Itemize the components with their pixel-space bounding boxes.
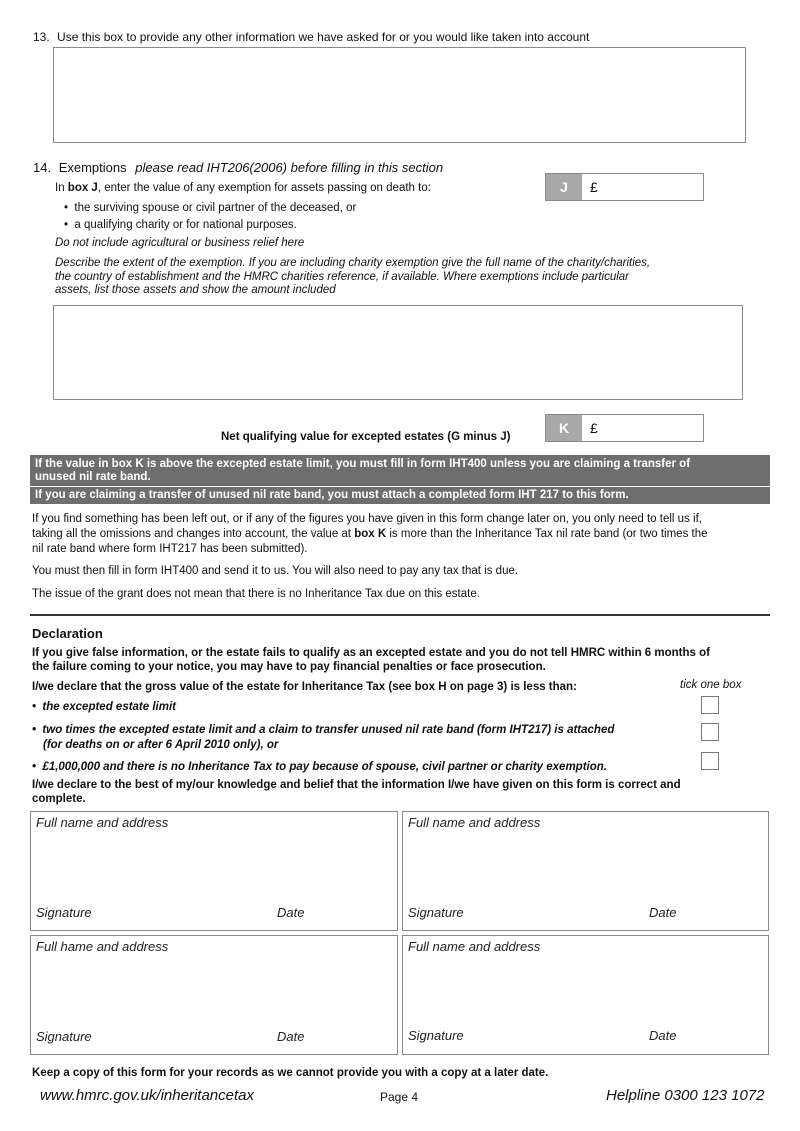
q14-bullet-2-text: a qualifying charity or for national purposes. [74,219,297,231]
signatory-3-date-label: Date [277,1029,305,1044]
signatory-2-date-label: Date [649,905,677,920]
signatory-4-name-label: Full name and address [408,939,541,954]
signatory-1-name-label: Full name and address [36,815,169,830]
box-k[interactable] [545,414,704,442]
box-j-currency: £ [590,179,598,195]
signatory-4-date-label: Date [649,1028,677,1043]
q14-describe-line-3: assets, list those assets and show the amount included [55,284,336,296]
q14-intro-pre: In [55,182,65,194]
info-line-2-bold: box K [354,528,387,540]
signatory-2-box[interactable] [402,811,769,931]
option-2-checkbox[interactable] [701,723,719,741]
q13-text: Use this box to provide any other information we have asked for or you would like taken into account [57,30,590,44]
signatory-1-box[interactable] [30,811,398,931]
q14-intro [55,182,431,194]
box-k-label: K [546,415,582,441]
banner-excepted-limit [30,455,770,486]
signatory-2-name-label: Full name and address [408,815,541,830]
declaration-gross-value: I/we declare that the gross value of the estate for Inheritance Tax (see box H on page 3) is less than: [32,681,577,693]
signatory-4-signature-label: Signature [408,1028,464,1043]
option-2-text-line-1: two times the excepted estate limit and a claim to transfer unused nil rate band (form IHT217) is attached [42,724,615,736]
banner-line-1a: If the value in box K is above the excepted estate limit, you must fill in form IHT400 unless you are claiming a transfer of [35,458,691,470]
signatory-4-box[interactable] [402,935,769,1055]
q14-number: 14. [33,160,52,175]
option-2: • two times the excepted estate limit and a claim to transfer unused nil rate band (form IHT217) is attached (for deaths on or after 6 April 2010 only), or [32,724,615,751]
info-line-2a: taking all the omissions and changes into account, the value at [32,528,352,540]
q14-describe-line-2: the country of establishment and the HMRC charities reference, if available. Where exemptions include particular [55,270,630,283]
declaration-belief [32,778,681,806]
banner-line-1b: unused nil rate band. [35,471,151,483]
box-k-currency: £ [590,420,598,436]
q14-intro-bold: box J [67,182,98,194]
info-line-2b: is more than the Inheritance Tax nil rate band (or two times the [389,528,708,540]
signatory-3-signature-label: Signature [36,1029,92,1044]
box-j-label: J [546,174,582,200]
q14-note: please read IHT206(2006) before filling in this section [135,160,444,175]
info-paragraph-2: You must then fill in form IHT400 and send it to us. You will also need to pay any tax that is due. [32,565,519,577]
q14-description-area[interactable] [53,305,743,400]
q14-describe-line-1: Describe the extent of the exemption. If you are including charity exemption give the full name of the charity/charities, [55,257,651,269]
option-3: • £1,000,000 and there is no Inheritance Tax to pay because of spouse, civil partner or charity exemption. [32,761,607,773]
q13-text-area[interactable] [53,47,746,143]
declaration-warning [32,646,710,674]
q13-number: 13. [33,30,50,44]
option-1-checkbox[interactable] [701,696,719,714]
section-divider [30,614,770,616]
signatory-3-box[interactable] [30,935,398,1055]
info-line-2 [32,527,772,542]
q13-heading [33,30,589,44]
q14-bullet-1: • the surviving spouse or civil partner of the deceased, or [64,202,357,214]
q14-no-relief: Do not include agricultural or business relief here [55,237,305,249]
info-paragraph-3: The issue of the grant does not mean that there is no Inheritance Tax due on this estate. [32,588,480,600]
q14-title: Exemptions [58,160,127,175]
declaration-warning-line-1: If you give false information, or the estate fails to qualify as an excepted estate and you do not tell HMRC within 6 months of [32,647,710,659]
keep-copy-note: Keep a copy of this form for your records as we cannot provide you with a copy at a later date. [32,1067,549,1079]
declaration-belief-line-2: complete. [32,793,86,805]
signatory-1-date-label: Date [277,905,305,920]
q14-bullet-1-text: the surviving spouse or civil partner of the deceased, or [74,202,357,214]
declaration-belief-line-1: I/we declare to the best of my/our knowledge and belief that the information I/we have given on this form is correct and [32,779,681,791]
banner-line-2: If you are claiming a transfer of unused nil rate band, you must attach a completed form IHT 217 to this form. [35,489,629,501]
declaration-warning-line-2: the failure coming to your notice, you may have to pay financial penalties or face prosecution. [32,661,546,673]
q14-bullet-2: • a qualifying charity or for national purposes. [64,219,297,231]
q14-heading [33,160,443,175]
option-2-text-line-2: (for deaths on or after 6 April 2010 only), or [43,739,279,751]
helpline: Helpline 0300 123 1072 [606,1087,765,1104]
page-number: Page 4 [380,1090,419,1104]
signatory-1-signature-label: Signature [36,905,92,920]
info-line-1: If you find something has been left out, or if any of the figures you have given in this form change later on, you only need to tell us if, [32,513,702,525]
footer-url[interactable]: www.hmrc.gov.uk/inheritancetax [40,1087,254,1104]
option-1-text: the excepted estate limit [42,701,176,713]
banner-transfer-nil-rate [30,487,770,504]
q14-intro-post: , enter the value of any exemption for assets passing on death to: [97,182,431,194]
info-line-3: nil rate band where form IHT217 has been submitted). [32,543,308,555]
info-paragraph-1 [32,512,772,557]
signatory-2-signature-label: Signature [408,905,464,920]
tick-one-box-label: tick one box [680,679,742,691]
option-3-checkbox[interactable] [701,752,719,770]
declaration-heading: Declaration [32,626,103,641]
net-qualifying-label: Net qualifying value for excepted estates (G minus J) [221,431,511,443]
option-1: • the excepted estate limit [32,701,176,713]
signatory-3-name-label: Full hame and address [36,939,169,954]
box-j[interactable] [545,173,704,201]
q14-describe [55,257,650,298]
option-3-text: £1,000,000 and there is no Inheritance Tax to pay because of spouse, civil partner or charity exemption. [42,761,607,773]
